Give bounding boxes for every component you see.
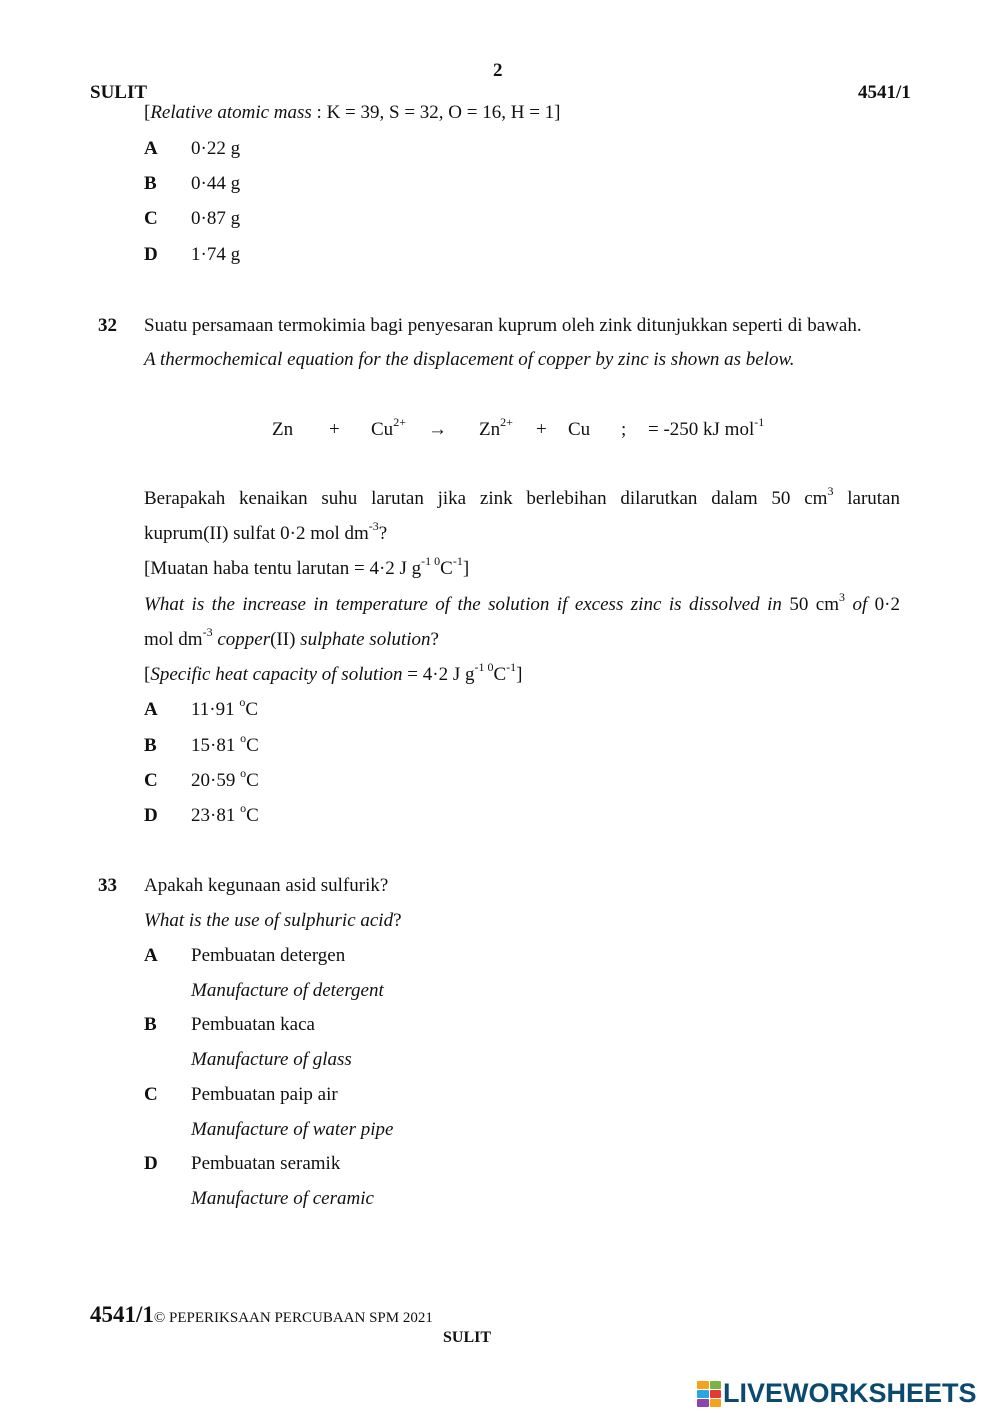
eq-arrow: → xyxy=(428,419,447,440)
q32-question-english-line2: mol $dm^{-3}$ copper(II) sulphate solution? xyxy=(144,624,439,650)
header-sulit: SULIT xyxy=(90,82,148,103)
liveworksheets-logo[interactable] xyxy=(697,1378,977,1409)
relative-atomic-mass: [Relative atomic mass : K = 39, S = 32, O = 16, H = 1] xyxy=(144,102,561,123)
option-letter: A xyxy=(144,945,158,966)
option-letter: A xyxy=(144,699,158,720)
option-letter: C xyxy=(144,770,158,791)
option-text-english: Manufacture of ceramic xyxy=(191,1188,374,1209)
option-text: 1·74 g xyxy=(191,244,241,265)
mark-tile xyxy=(697,1399,709,1407)
eq-cu-ion: $Cu^{2+}$ xyxy=(371,414,406,440)
header-code: 4541/1 xyxy=(858,82,911,103)
mark-tile xyxy=(710,1399,722,1407)
mark-tile xyxy=(710,1390,722,1398)
eq-semicolon: ; xyxy=(621,419,627,440)
q32-heat-capacity-malay: [Muatan haba tentu larutan = 4·2 J $g^{-1 0}C^{-1}$] xyxy=(144,553,470,579)
eq-plus: + xyxy=(329,419,340,440)
option-letter: B xyxy=(144,173,157,194)
option-letter: C xyxy=(144,1084,158,1105)
footer-sulit: SULIT xyxy=(443,1329,492,1346)
option-text: 23·81 $^o$C xyxy=(191,800,259,826)
option-letter: B xyxy=(144,735,157,756)
liveworksheets-mark-icon xyxy=(697,1381,721,1407)
q32-stem-malay: Suatu persamaan termokimia bagi penyesaran kuprum oleh zink ditunjukkan seperti di bawah. xyxy=(144,315,862,336)
option-text-english: Manufacture of detergent xyxy=(191,980,384,1001)
q32-question-malay-line2: kuprum(II) sulfat 0·2 mol $dm^{-3}$? xyxy=(144,518,388,544)
footer-code: 4541/1 xyxy=(90,1302,154,1327)
question-number-33: 33 xyxy=(98,875,117,896)
mark-tile xyxy=(697,1381,709,1389)
page-number: 2 xyxy=(493,60,503,81)
footer-copyright-text: © PEPERIKSAAN PERCUBAAN SPM 2021 xyxy=(153,1310,433,1326)
option-text: 11·91 $^o$C xyxy=(191,694,259,720)
option-text: 15·81 $^o$C xyxy=(191,730,259,756)
q32-question-malay-line1: Berapakah kenaikan suhu larutan jika zink berlebihan dilarutkan dalam 50 $cm^3$ larutan xyxy=(144,483,900,509)
liveworksheets-text: LIVEWORKSHEETS xyxy=(723,1378,977,1408)
q32-question-english-line1: What is the increase in temperature of the solution if excess zinc is dissolved in 50 $cm^3$ of 0·2 xyxy=(144,589,901,615)
option-letter: D xyxy=(144,244,158,265)
question-number-32: 32 xyxy=(98,315,117,336)
option-letter: A xyxy=(144,138,158,159)
q32-stem-english: A thermochemical equation for the displacement of copper by zinc is shown as below. xyxy=(144,349,795,370)
option-letter: D xyxy=(144,805,158,826)
option-text-malay: Pembuatan seramik xyxy=(191,1153,341,1174)
option-text-english: Manufacture of water pipe xyxy=(191,1119,394,1140)
eq-plus: + xyxy=(536,419,547,440)
eq-zn-ion: $Zn^{2+}$ xyxy=(479,414,513,440)
option-letter: D xyxy=(144,1153,158,1174)
eq-delta-h: = -250 kJ mol$^{-1}$ xyxy=(648,414,765,440)
footer-copyright xyxy=(90,1302,433,1328)
option-text-malay: Pembuatan detergen xyxy=(191,945,346,966)
q33-stem-malay: Apakah kegunaan asid sulfurik? xyxy=(144,875,389,896)
option-letter: B xyxy=(144,1014,157,1035)
eq-zn: Zn xyxy=(272,419,294,440)
option-text: 20·59 $^o$C xyxy=(191,765,259,791)
mark-tile xyxy=(697,1390,709,1398)
q33-stem-english: What is the use of sulphuric acid? xyxy=(144,910,402,931)
option-text-malay: Pembuatan kaca xyxy=(191,1014,315,1035)
option-text-malay: Pembuatan paip air xyxy=(191,1084,338,1105)
option-text: 0·44 g xyxy=(191,173,241,194)
option-text: 0·22 g xyxy=(191,138,241,159)
option-letter: C xyxy=(144,208,158,229)
q32-heat-capacity-english: [Specific heat capacity of solution = 4·2 J $g^{-1 0}C^{-1}$] xyxy=(144,659,523,685)
option-text: 0·87 g xyxy=(191,208,241,229)
eq-cu: Cu xyxy=(568,419,591,440)
option-text-english: Manufacture of glass xyxy=(191,1049,352,1070)
mark-tile xyxy=(710,1381,722,1389)
